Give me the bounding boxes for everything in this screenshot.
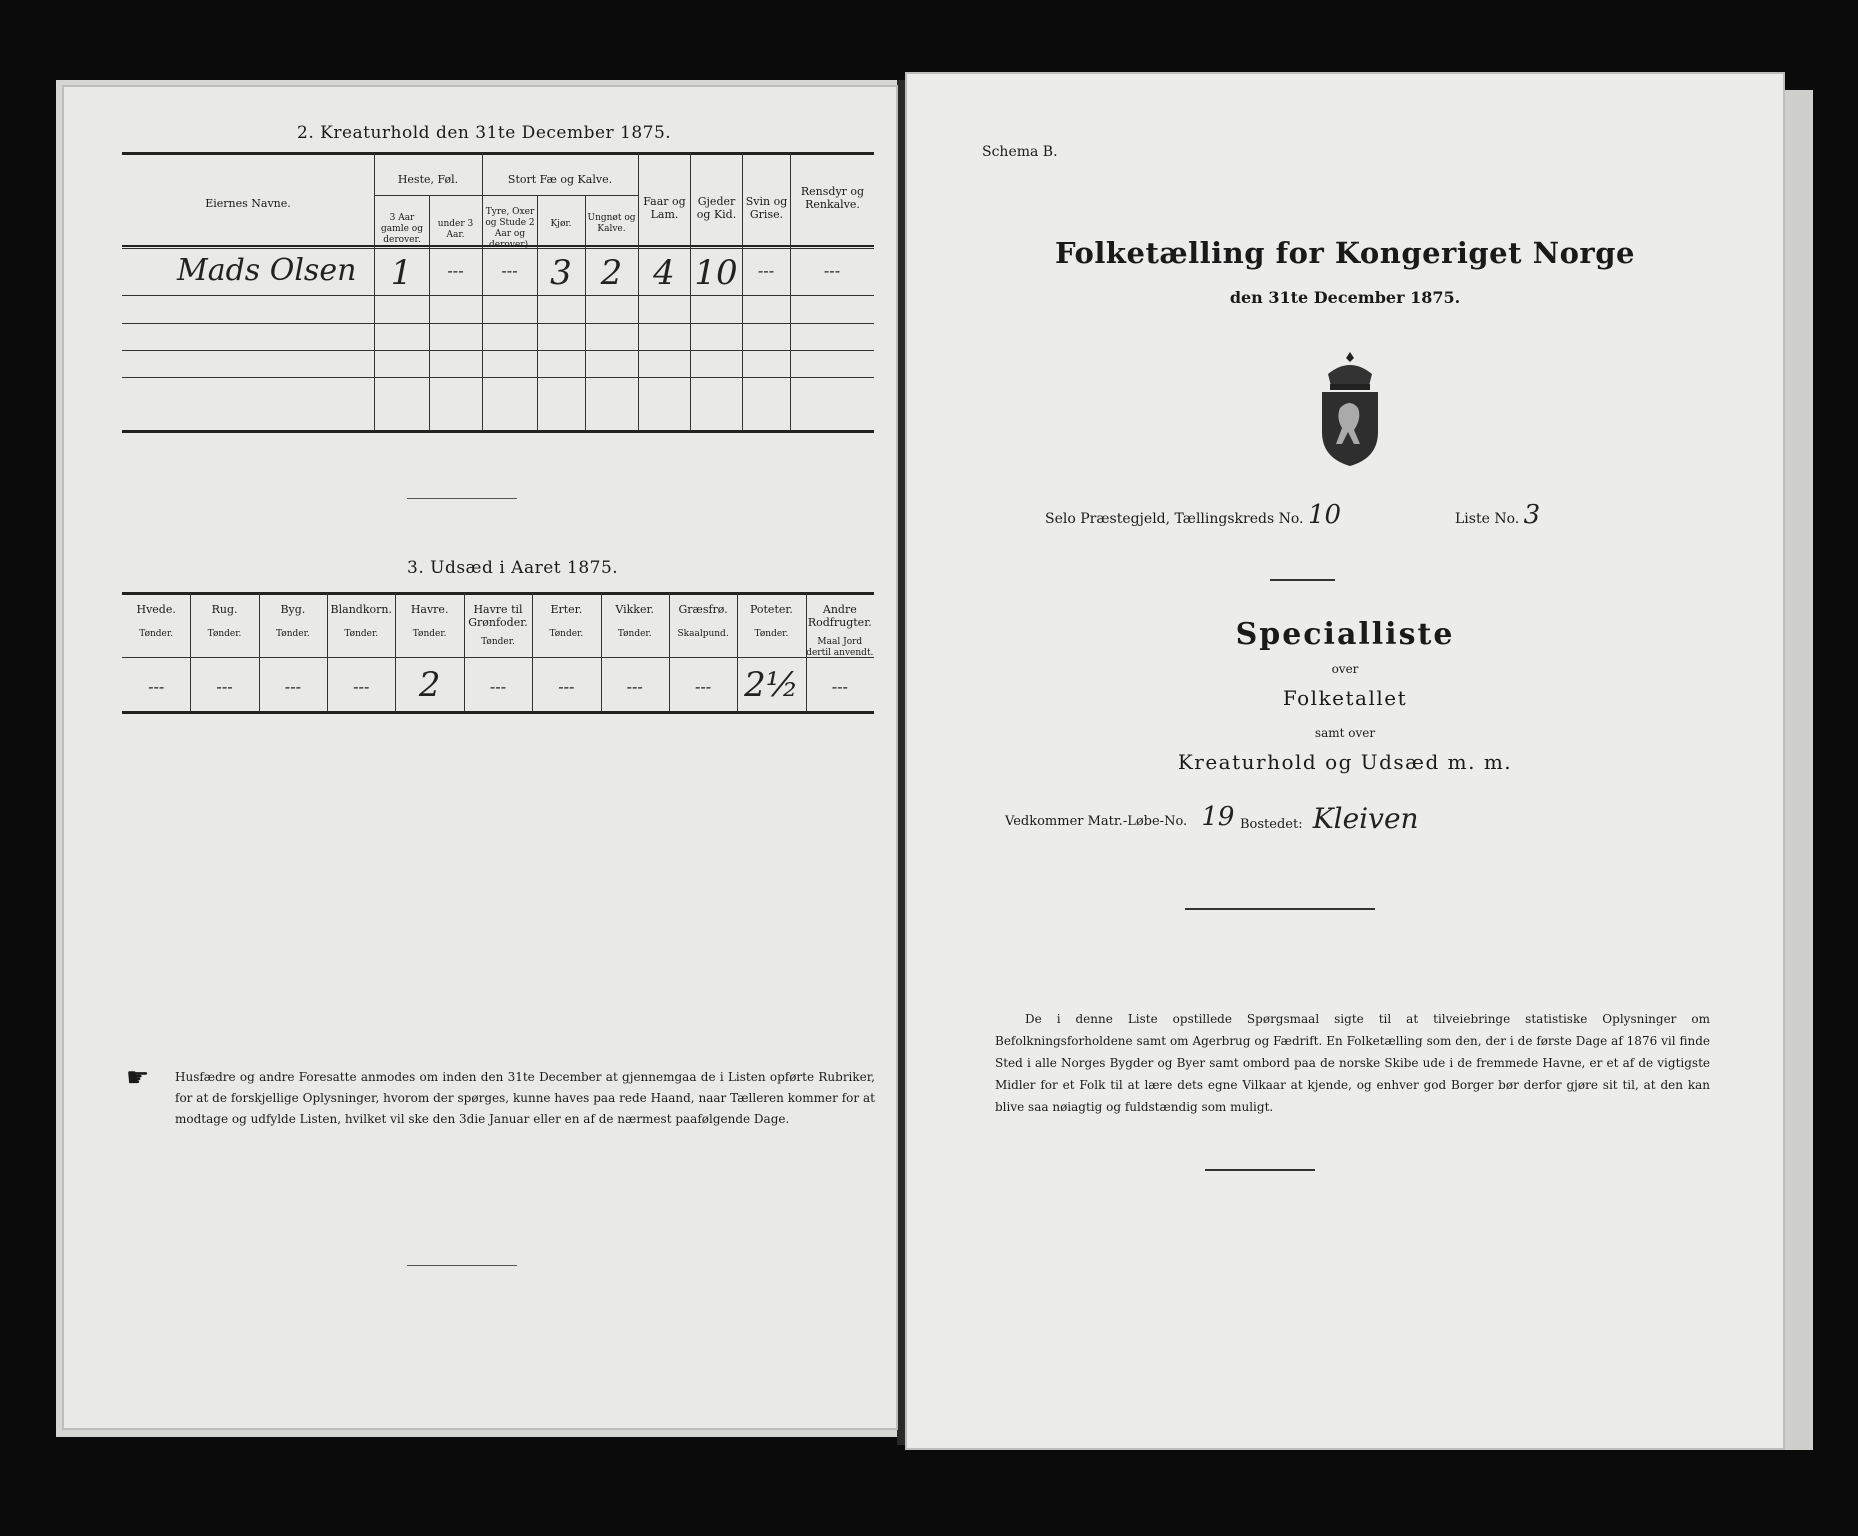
header-sheep: Faar og Lam. — [643, 195, 686, 221]
seed-value: --- — [558, 677, 575, 696]
info-paragraph: De i denne Liste opstillede Spørgsmaal sigte til at tilveiebringe statistiske Oplysninger om Befolkningsforholdene samt om Agerbrug og Fædrift. En Folketælling som den, der i de første Dage af 1876 vil finde Sted i alle Norges Bygder og Byer samt ombord paa de norske Skibe ude i de fremmede Havne, er et af de vigtigste Midler for et Folk til at lære dets egne Vilkaar at kjende, og enhver god Borger bør derfor gjøre sit til, at den kan blive saa nøiagtig og fuldstændig som muligt. — [995, 1012, 1710, 1114]
header-horses-sub2: under 3 Aar. — [437, 219, 474, 240]
folketallet-text: Folketallet — [1282, 686, 1408, 710]
header-cattle: Stort Fæ og Kalve. — [507, 173, 613, 186]
col-rule — [537, 195, 538, 431]
seed-unit: Tønder. — [754, 629, 789, 639]
table-rule — [122, 323, 874, 324]
seed-header: Hvede. — [136, 603, 176, 616]
left-page — [62, 85, 898, 1430]
separator-line — [407, 498, 517, 499]
seed-value: --- — [284, 677, 301, 696]
cell-calves: 2 — [600, 253, 623, 293]
pointing-hand-icon: ☛ — [126, 1063, 150, 1093]
header-cattle-sub3: Ungnøt og Kalve. — [587, 213, 636, 234]
cell-sheep: 4 — [653, 253, 675, 293]
seed-unit: Tønder. — [344, 629, 379, 639]
table-rule — [122, 711, 874, 714]
separator-line — [407, 1265, 517, 1266]
liste-line — [1455, 500, 1540, 530]
seed-value: --- — [353, 677, 370, 696]
seed-value: --- — [148, 677, 165, 696]
seed-unit: Skaalpund. — [677, 629, 729, 639]
right-page — [905, 72, 1785, 1450]
cell-horses-young: --- — [447, 261, 464, 280]
parish-line — [1045, 500, 1341, 530]
cell-reindeer: --- — [823, 261, 841, 280]
cell-bulls: --- — [501, 261, 518, 280]
header-owner: Eiernes Navne. — [205, 197, 291, 210]
seed-header: Havre til Grønfoder. — [468, 603, 528, 629]
seed-value: --- — [694, 677, 712, 696]
parish-prefix: Selo Præstegjeld, Tællingskreds No. — [1045, 511, 1304, 527]
kreaturhold-text: Kreaturhold og Udsæd m. m. — [1177, 750, 1513, 774]
right-page-stack — [1785, 90, 1813, 1450]
kreds-number: 10 — [1307, 500, 1342, 530]
seed-unit: Maal Jord dertil anvendt. — [806, 637, 874, 658]
header-cattle-sub2: Kjør. — [550, 219, 572, 229]
header-reindeer: Rensdyr og Renkalve. — [800, 185, 865, 211]
liste-number: 3 — [1523, 500, 1541, 530]
table-rule — [122, 377, 874, 378]
liste-prefix: Liste No. — [1455, 511, 1520, 527]
seed-header: Poteter. — [749, 603, 793, 616]
table-rule — [122, 295, 874, 296]
seed-header: Havre. — [410, 603, 449, 616]
table-rule — [122, 350, 874, 351]
seed-header: Andre Rodfrugter. — [807, 603, 872, 629]
header-goats: Gjeder og Kid. — [696, 195, 737, 221]
table-rule — [122, 152, 874, 155]
census-date: den 31te December 1875. — [1229, 288, 1461, 307]
header-pigs: Svin og Grise. — [745, 195, 788, 221]
coat-of-arms-icon — [1310, 348, 1390, 468]
seed-header: Erter. — [550, 603, 583, 616]
samt-over-text: samt over — [1314, 726, 1376, 740]
matr-number: 19 — [1201, 802, 1235, 832]
seed-value: --- — [489, 677, 507, 696]
seed-value: 2 — [418, 665, 441, 705]
cell-pigs: --- — [757, 261, 775, 280]
seed-value: --- — [831, 677, 848, 696]
matr-prefix: Vedkommer Matr.-Løbe-No. — [1005, 814, 1188, 829]
seed-header: Vikker. — [615, 603, 655, 616]
seed-unit: Tønder. — [276, 629, 310, 639]
bosted-prefix: Bostedet: — [1240, 817, 1303, 832]
separator-line — [1185, 908, 1375, 910]
seed-unit: Tønder. — [139, 629, 174, 639]
seed-header: Blandkorn. — [330, 603, 392, 616]
header-horses-sub1: 3 Aar gamle og derover. — [381, 213, 423, 245]
bosted-name: Kleiven — [1312, 802, 1419, 835]
table-rule — [122, 657, 874, 658]
schema-label: Schema B. — [982, 144, 1058, 160]
separator-line — [1205, 1169, 1315, 1171]
seed-header: Rug. — [211, 603, 238, 616]
header-horses: Heste, Føl. — [397, 173, 459, 186]
specialliste-title: Specialliste — [1235, 617, 1455, 652]
seed-unit: Tønder. — [549, 629, 584, 639]
over-text: over — [1331, 662, 1359, 676]
matr-line — [1005, 802, 1234, 832]
seed-header: Byg. — [280, 603, 306, 616]
separator-line — [1270, 579, 1335, 581]
main-title: Folketælling for Kongeriget Norge — [1055, 236, 1635, 270]
seed-unit: Tønder. — [207, 629, 242, 639]
section-3-title: 3. Udsæd i Aaret 1875. — [407, 558, 619, 578]
seed-unit: Tønder. — [481, 637, 515, 647]
instruction-notice: Husfædre og andre Foresatte anmodes om inden den 31te December at gjennemgaa de i Listen opførte Rubriker, for at de forskjellige Oplysninger, hvorom der spørges, kunne haves paa rede Haand, naar Tælleren kommer for at modtage og udfylde Listen, hvilket vil ske den 3die Januar eller en af de nærmest paafølgende Dage. — [175, 1070, 875, 1126]
owner-name: Mads Olsen — [177, 253, 357, 288]
seed-value: --- — [626, 677, 643, 696]
header-cattle-sub1: Tyre, Oxer og Stude 2 Aar og derover). — [485, 207, 535, 250]
cell-cows: 3 — [550, 253, 572, 293]
bosted-line — [1240, 802, 1419, 835]
seed-header: Græsfrø. — [678, 603, 728, 616]
table-rule — [374, 195, 638, 196]
section-2-title: 2. Kreaturhold den 31te December 1875. — [297, 123, 672, 143]
table-rule — [122, 592, 874, 595]
seed-value: --- — [216, 677, 233, 696]
cell-horses-adult: 1 — [390, 253, 413, 293]
seed-unit: Tønder. — [617, 629, 652, 639]
cell-goats: 10 — [694, 253, 738, 293]
seed-value: 2½ — [744, 665, 799, 705]
seed-unit: Tønder. — [412, 629, 447, 639]
table-rule — [122, 430, 874, 433]
